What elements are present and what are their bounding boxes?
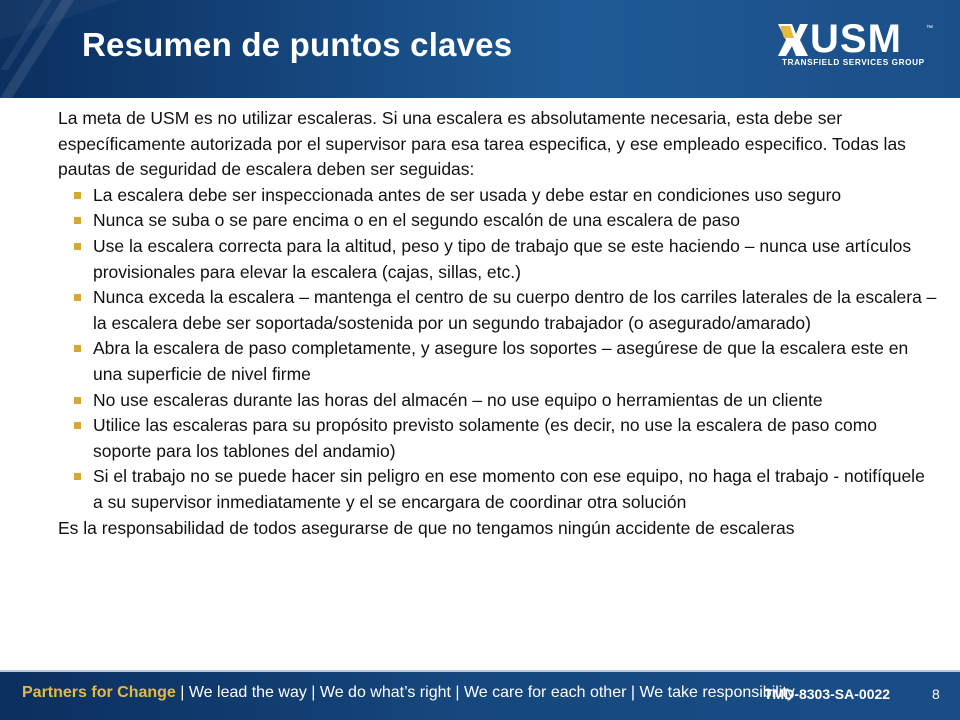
square-bullet-icon	[74, 422, 81, 429]
list-item-text: No use escaleras durante las horas del almacén – no use equipo o herramientas de un cliente	[93, 389, 823, 410]
company-logo	[776, 17, 936, 72]
square-bullet-icon	[74, 473, 81, 480]
bullet-list	[58, 183, 938, 516]
square-bullet-icon	[74, 345, 81, 352]
footer-bar	[0, 670, 960, 720]
document-id: TMD-8303-SA-0022	[764, 686, 891, 702]
square-bullet-icon	[74, 217, 81, 224]
list-item	[58, 208, 938, 234]
tagline-highlight: Partners for Change	[22, 684, 176, 701]
tagline-values: | We lead the way | We do what’s right | We care for each other | We take responsibility	[175, 684, 795, 701]
logo-mark-icon	[776, 22, 810, 58]
list-item-text: Si el trabajo no se puede hacer sin peligro en ese momento con ese equipo, no haga el trabajo - notifíquele a su supervisor inmediatamente y el se encargara de coordinar otra solución	[93, 466, 925, 512]
logo-trademark: ™	[926, 25, 933, 32]
page-title: Resumen de puntos claves	[82, 26, 513, 63]
footer-tagline	[22, 684, 795, 702]
logo-text: USM	[810, 17, 902, 61]
main-content	[58, 106, 938, 541]
footer-divider	[0, 670, 960, 672]
list-item	[58, 183, 938, 209]
square-bullet-icon	[74, 243, 81, 250]
list-item-text: La escalera debe ser inspeccionada antes de ser usada y debe estar en condiciones uso seguro	[93, 184, 842, 205]
square-bullet-icon	[74, 192, 81, 199]
list-item	[58, 336, 938, 387]
list-item	[58, 464, 938, 515]
list-item	[58, 388, 938, 414]
list-item-text: Nunca se suba o se pare encima o en el segundo escalón de una escalera de paso	[93, 210, 740, 231]
list-item-text: Use la escalera correcta para la altitud, peso y tipo de trabajo que se este haciendo – nunca use artículos provisionales para elevar la escalera (cajas, sillas, etc.)	[93, 235, 912, 282]
list-item-text: Abra la escalera de paso completamente, y asegure los soportes – asegúrese de que la escalera este en una superficie de nivel firme	[93, 338, 909, 384]
page-number: 8	[932, 686, 940, 702]
list-item	[58, 285, 938, 336]
intro-paragraph: La meta de USM es no utilizar escaleras. Si una escalera es absolutamente necesaria, esta debe ser específicamente autorizada por el supervisor para esa tarea especifica, y ese empleado especifico. Todas las pautas de seguridad de escalera deben ser seguidas:	[58, 108, 906, 180]
list-item-text: Utilice las escaleras para su propósito previsto solamente (es decir, no use la escalera de paso como soporte para los tablones del andamio)	[93, 415, 878, 461]
header-banner	[0, 0, 960, 98]
list-item	[58, 234, 938, 285]
logo-subtitle: TRANSFIELD SERVICES GROUP	[782, 58, 925, 67]
square-bullet-icon	[74, 397, 81, 404]
square-bullet-icon	[74, 294, 81, 301]
list-item-text: Nunca exceda la escalera – mantenga el centro de su cuerpo dentro de los carriles laterales de la escalera – la escalera debe ser soportada/sostenida por un segundo trabajador (o asegurado/amarado)	[93, 287, 937, 333]
list-item	[58, 413, 938, 464]
closing-paragraph: Es la responsabilidad de todos asegurarse de que no tengamos ningún accidente de escaleras	[58, 517, 795, 538]
